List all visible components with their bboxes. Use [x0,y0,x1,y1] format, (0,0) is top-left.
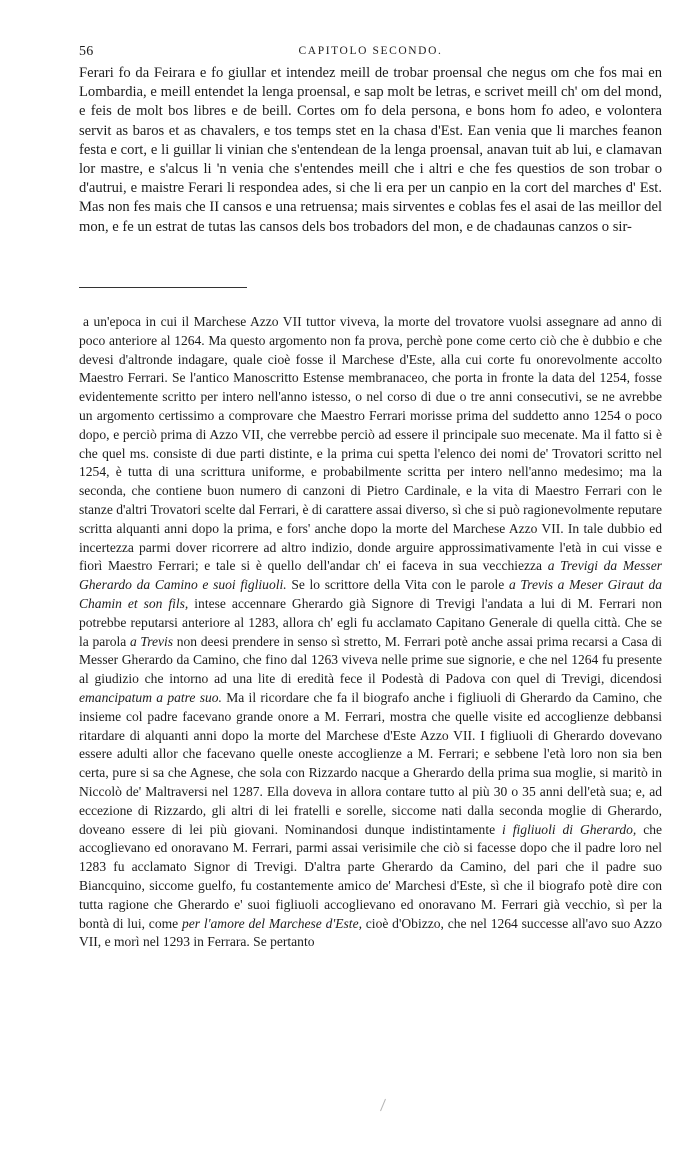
footnote-text: cioè d'Obizzo, che nel 1264 successe all'avo suo Azzo VII, e morì nel 1293 in Ferrara. Se pertanto [79,915,662,950]
footnote-text: intese accennare Gherardo già Signore di Trevigi l'andata a lui di M. Ferrari non potrebbe reputarsi anteriore al 1283, allora ch' egli fu acclamato Capitano Generale di quella città. Che se la parola [79,595,662,649]
footnote-italic-quote: per l'amore del Marchese d'Este, [181,915,362,931]
main-text-paragraph: Ferari fo da Feirara e fo giullar et intendez meill de trobar proensal che negus om che fos mai en Lombardia, e meill entendet la lenga proensal, e sap molt be letras, e scrivet meill ch' om del mond, e feis de molt bos libres e de beill. Cortes om fo dela persona, e bons hom fo adeo, e volontera servit as baros et as chavalers, e tos temps stet en la chasa d'Est. Ean venia que li marches feanon festa e cort, e li guillar li vinian che s'entendean de la lenga proensal, anavan tuit ab lui, e clamavan lor mastre, e s'alcus li 'n venia che s'entendes meill che i altri e che fes questios de son trobar o d'autrui, e maistre Ferari li respondea ades, si che li era per un canpio en la cort del marches d' Est. Mas non fes mais che II cansos e una retruensa; mais sirventes e coblas fes el asai de las meillor del mon, e fe un estrat de tutas las cansos dels bos trobadors del mon, e de chadaunas canzos o sir- [79,65,662,235]
pencil-mark-icon [379,1098,387,1112]
footnote-text: non deesi prendere in senso sì stretto, M. Ferrari potè anche assai prima recarsi a Casa di Messer Gherardo da Camino, che fino dal 1263 viveva nelle prime sue signorie, e che nel 1264 fu presente al giudizio che intorno ad una lite di eredità fece il Podestà di Padova con quel di Trevigi, dicendosi [79,633,662,687]
footnote-italic-quote: a Trevigi da Messer Gherardo da Camino e suoi figliuoli. [79,558,662,593]
page-header [79,44,662,64]
footnote-italic-quote: a Trevis a Meser Giraut da Chamin et son fils, [79,577,662,611]
footnote-separator [79,287,247,288]
footnote-text: a un'epoca in cui il Marchese Azzo VII tuttor viveva, la morte del trovatore vuolsi assegnare ad anno di poco anteriore al 1264. Ma questo argomento non fa prova, perchè pone come certo ciò che è dubbio e che devesi d'altronde indagare, quale cioè fosse il Marchese d'Este, alla cui corte fu onorevolmente accolto Maestro Ferrari. Se l'antico Manoscritto Estense membranaceo, che porta in fronte la data del 1254, fosse evidentemente scritto per intero nell'anno istesso, o nel corso di due o tre anni consecutivi, se ne avrebbe un argomento certissimo a comprovare che Maestro Ferrari morisse prima del suddetto anno 1254 o poco dopo, e perciò prima di Azzo VII, che verrebbe perciò ad essere il principale suo mecenate. Ma il fatto si è che quel ms. consiste di due parti distinte, e la prima cui spetta l'elenco dei nomi de' Trovatori scritto nel 1254, è tutta di una scrittura uniforme, e probabilmente scritta per intero nell'anno medesimo; ma la seconda, che contiene buon numero di canzoni di Pietro Cardinale, e la vita di Maestro Ferrari con le stanze d'altri Trovatori scelte dal Ferrari, è di carattere assai diverso, sì che si può ragionevolmente reputare scritta alquanti anni dopo la prima, e fors' anche dopo la morte del Marchese Azzo VII. In tale dubbio ed incertezza parmi dover ricorrere ad altro indizio, donde arguire approssimativamente l'età in cui visse e fiorì Maestro Ferrari; e tale si è quello dell'andar ch' ei faceva in sua vecchiezza [79,314,662,574]
footnote-text: che accoglievano ed onoravano M. Ferrari, parmi assai verisimile che ciò si facesse dopo che il padre loro nel 1283 fu acclamato Signor di Trevigi. D'altra parte Gherardo da Camino, del pari che il padre suo Biancquino, siccome guelfo, fu costantemente amico de' Marchesi d'Este, sì che il biografo potè dire con tutta ragione che Gherardo e' suoi figliuoli accoglievano ed onoravano M. Ferrari già vecchio, sì per la bontà di lui, come [79,821,663,931]
running-title: CAPITOLO SECONDO. [298,45,443,57]
page-number: 56 [79,44,94,59]
footnote-text: Ma il ricordare che fa il biografo anche i figliuoli di Gherardo da Camino, che insieme col padre facevano grande onore a M. Ferrari, mostra che quelle visite ed accoglienze debbansi ritardare di alquanti anni dopo la morte del Marchese d'Este Azzo VII. I figliuoli di Gherardo dovevano essere adulti allor che facevano quelle oneste accoglienze a M. Ferrari; e sebbene l'età loro non sia ben certa, pure si sa che Agnese, che sola con Rizzardo nacque a Gherardo della prima sua moglie, si maritò in Niccolò de' Maltraversi nel 1287. Ella doveva in allora contare tutto al più 30 o 35 anni dell'età sua; e, ad eccezione di Rizzardo, gli altri di lei fratelli e sorelle, siccome nati dalla seconda moglie di Gherardo, doveano essere di lei più giovani. Nominandosi dunque indistintamente [79,689,662,837]
footnote-italic-quote: emancipatum a patre suo. [79,689,222,705]
footnote-text: Se lo scrittore della Vita con le parole [286,577,509,593]
footnote-italic-quote: a Trevis [129,633,174,649]
footnote-paragraph [79,313,662,952]
footnote-italic-quote: i figliuoli di Gherardo, [502,821,637,837]
